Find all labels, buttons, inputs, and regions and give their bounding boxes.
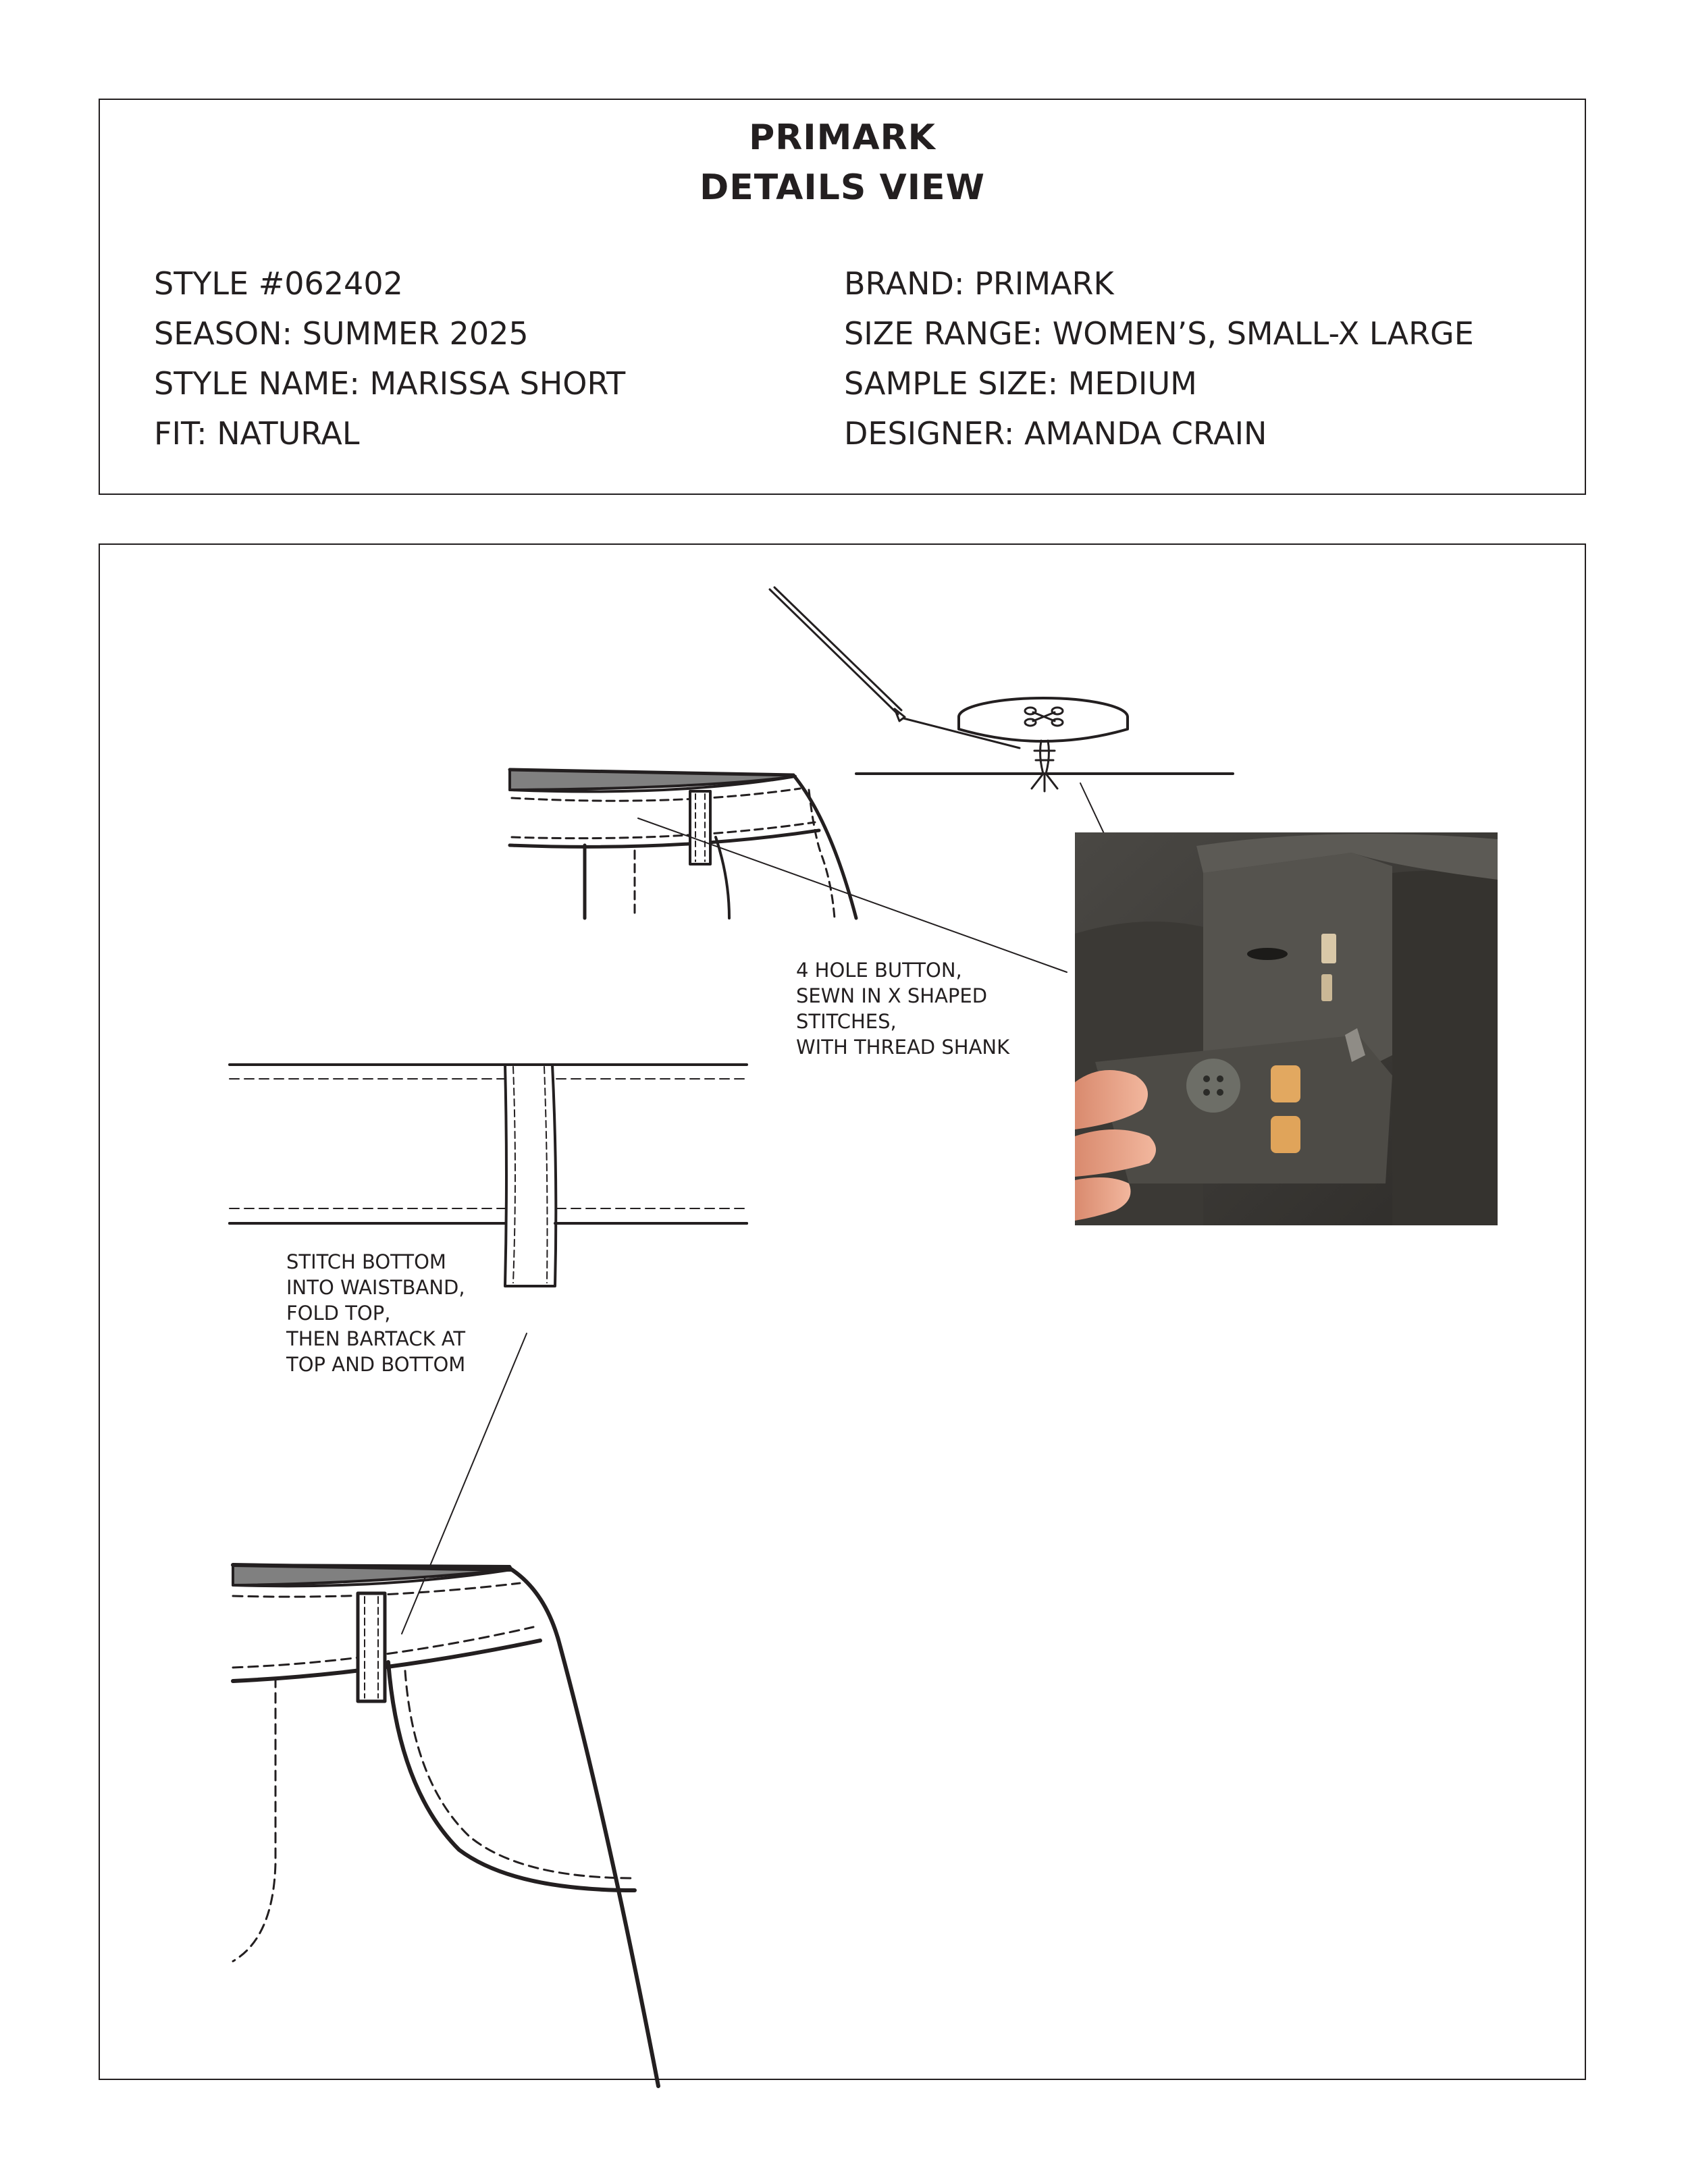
button-sewing-detail (770, 587, 1233, 791)
designer: DESIGNER: AMANDA CRAIN (844, 415, 1267, 452)
belt-loop-note-line-5: TOP AND BOTTOM (286, 1353, 466, 1376)
button-note-line-4: WITH THREAD SHANK (796, 1036, 1010, 1059)
season: SEASON: SUMMER 2025 (154, 315, 529, 352)
style-number: STYLE #062402 (154, 265, 403, 302)
waistband-flat-top (510, 770, 856, 918)
pocket-flat-bottom (233, 1565, 658, 2086)
style-name: STYLE NAME: MARISSA SHORT (154, 365, 626, 402)
sample-size: SAMPLE SIZE: MEDIUM (844, 365, 1197, 402)
brand: BRAND: PRIMARK (844, 265, 1114, 302)
brand-title: PRIMARK (749, 117, 936, 158)
reference-photo (1075, 832, 1498, 1225)
page-title: DETAILS VIEW (700, 167, 985, 208)
button-note-line-1: 4 HOLE BUTTON, (796, 959, 962, 982)
button-note-line-3: STITCHES, (796, 1010, 897, 1033)
belt-loop-note-line-4: THEN BARTACK AT (286, 1327, 466, 1350)
button-note-line-2: SEWN IN X SHAPED (796, 984, 988, 1007)
belt-loop-note-line-2: INTO WAISTBAND, (286, 1276, 465, 1299)
size-range: SIZE RANGE: WOMEN’S, SMALL-X LARGE (844, 315, 1474, 352)
belt-loop-note-line-1: STITCH BOTTOM (286, 1250, 446, 1273)
photo-button-icon (1186, 1059, 1240, 1113)
fit: FIT: NATURAL (154, 415, 360, 452)
belt-loop-note-line-3: FOLD TOP, (286, 1302, 391, 1325)
